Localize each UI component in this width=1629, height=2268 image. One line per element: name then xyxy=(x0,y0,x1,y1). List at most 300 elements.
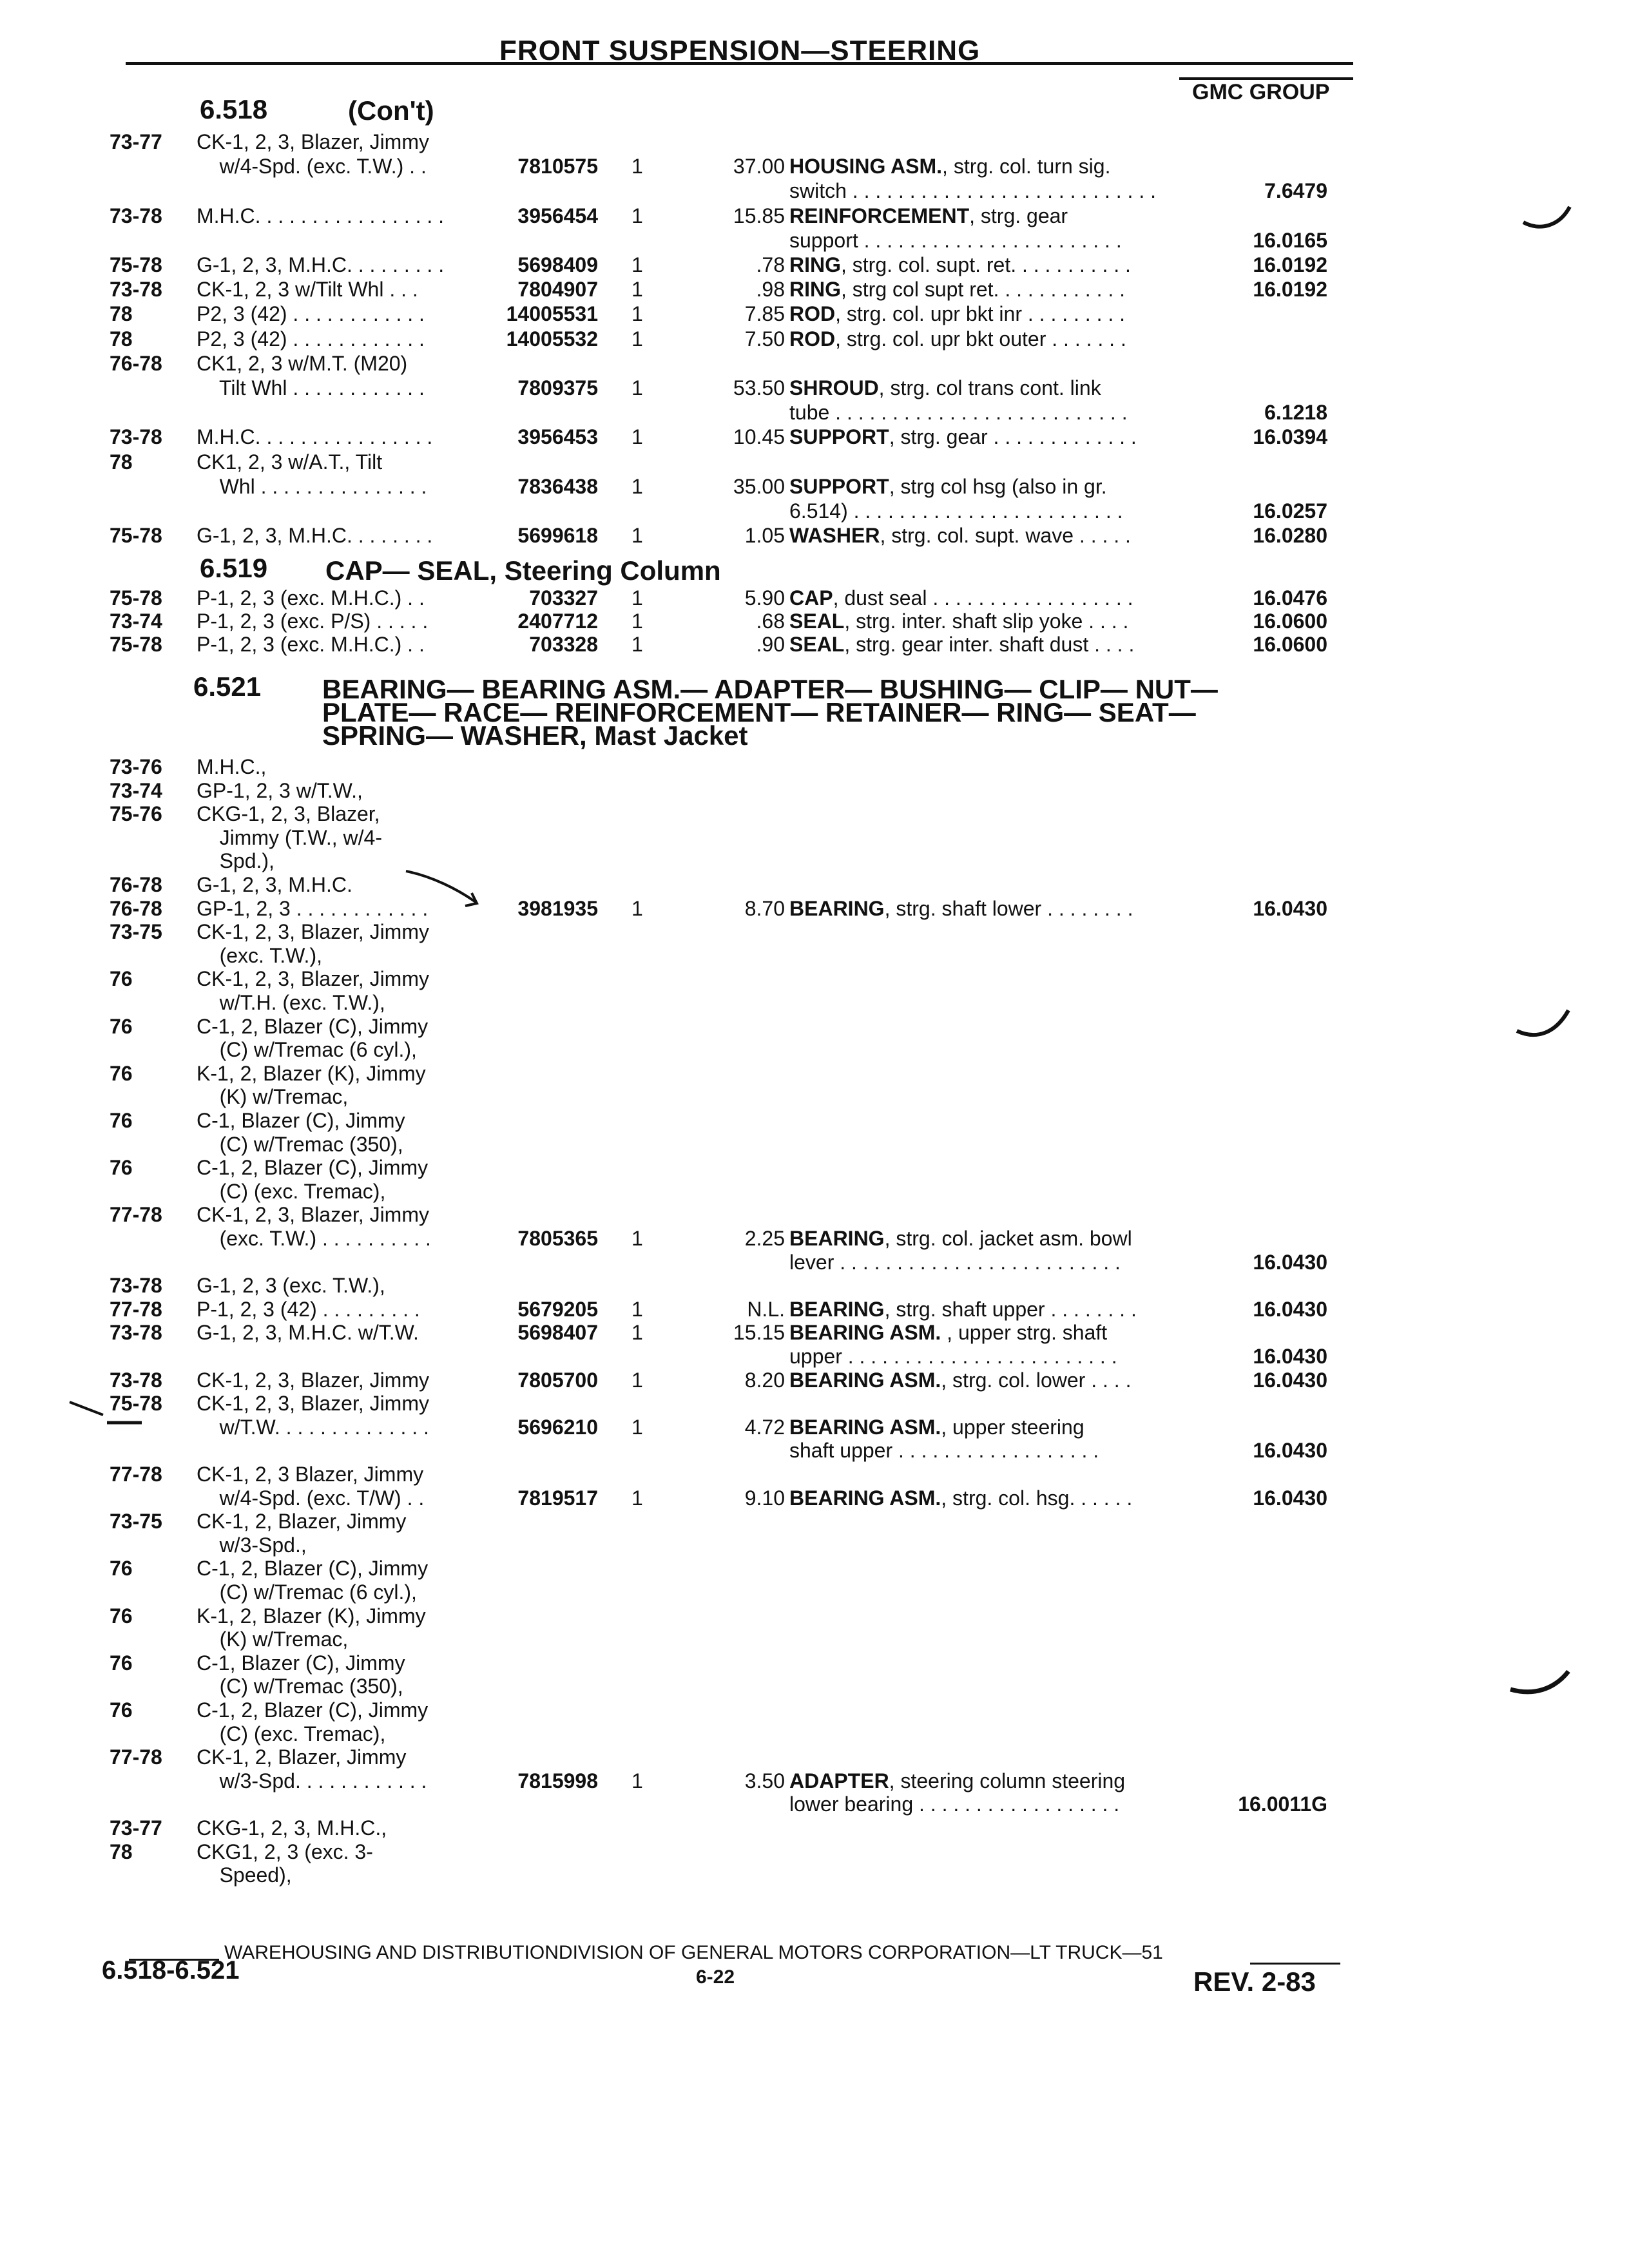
binder-hole-mark-1 xyxy=(1521,203,1572,235)
description xyxy=(789,475,1107,498)
quantity: 1 xyxy=(631,1415,643,1439)
description-detail: lever . . . . . . . . . . . . . . . . . . . . . . . . . xyxy=(789,1250,1121,1274)
parts-row xyxy=(0,1745,1629,1769)
description xyxy=(789,179,1156,202)
parts-row xyxy=(0,873,1629,896)
price: 7.50 xyxy=(744,327,785,351)
quantity: 1 xyxy=(631,376,643,399)
application: M.H.C., xyxy=(197,755,267,778)
description-name: SUPPORT xyxy=(789,474,889,498)
application: G-1, 2, 3, M.H.C. w/T.W. xyxy=(197,1321,419,1345)
parts-row xyxy=(0,1628,1629,1651)
parts-row xyxy=(0,1298,1629,1321)
model-years: 77-78 xyxy=(110,1297,162,1321)
part-number: 3956453 xyxy=(517,425,598,449)
application: CK-1, 2, 3, Blazer, Jimmy xyxy=(197,130,429,153)
description-name: RING xyxy=(789,253,841,276)
description xyxy=(789,1769,1125,1792)
group-number: 16.0430 xyxy=(1253,1345,1327,1368)
group-number: 16.0476 xyxy=(1253,586,1327,610)
model-years: 73-78 xyxy=(110,1368,162,1392)
parts-row xyxy=(0,253,1629,276)
group-number: 16.0600 xyxy=(1253,633,1327,656)
description-detail: , strg. inter. shaft slip yoke . . . . xyxy=(844,610,1129,633)
description xyxy=(789,897,1133,920)
parts-row xyxy=(0,1863,1629,1887)
quantity: 1 xyxy=(631,425,643,449)
group-number: 16.0011G xyxy=(1238,1792,1327,1816)
part-number: 5698407 xyxy=(517,1321,598,1345)
price: .98 xyxy=(756,278,785,302)
group-number: 6.1218 xyxy=(1264,401,1327,425)
parts-row xyxy=(0,1651,1629,1675)
application: P2, 3 (42) . . . . . . . . . . . . xyxy=(197,327,425,351)
description xyxy=(789,1792,1119,1816)
application: G-1, 2, 3, M.H.C. . . . . . . . xyxy=(197,524,433,548)
group-number: 16.0430 xyxy=(1253,896,1327,920)
description-name: REINFORCEMENT xyxy=(789,204,970,227)
description xyxy=(789,376,1101,399)
group-number: 16.0430 xyxy=(1253,1297,1327,1321)
parts-row xyxy=(0,967,1629,990)
parts-row xyxy=(0,1109,1629,1132)
parts-row xyxy=(0,1439,1629,1462)
parts-row xyxy=(0,1251,1629,1274)
description xyxy=(789,524,1131,547)
application: Speed), xyxy=(197,1863,292,1887)
description-detail: , strg. col. upr bkt outer . . . . . . . xyxy=(835,327,1126,351)
description-detail: , strg. col. turn sig. xyxy=(942,155,1111,178)
group-number: 16.0192 xyxy=(1253,278,1327,302)
group-number: 16.0430 xyxy=(1253,1368,1327,1392)
description-detail: , strg. gear . . . . . . . . . . . . . xyxy=(889,425,1137,449)
footer-rule-right xyxy=(1250,1963,1340,1965)
part-number: 7804907 xyxy=(517,278,598,302)
application: (C) w/Tremac (6 cyl.), xyxy=(197,1038,417,1062)
description xyxy=(789,1321,1107,1344)
parts-row xyxy=(0,610,1629,633)
description xyxy=(789,1298,1137,1321)
parts-row xyxy=(0,1369,1629,1392)
description-detail: , strg. col. upr bkt inr . . . . . . . . . xyxy=(835,302,1126,326)
description-detail: , strg. col. hsg. . . . . . xyxy=(941,1486,1133,1510)
description-detail: shaft upper . . . . . . . . . . . . . . . . . . xyxy=(789,1439,1099,1463)
parts-row xyxy=(0,1816,1629,1840)
quantity: 1 xyxy=(631,327,643,351)
application: CK-1, 2, 3, Blazer, Jimmy xyxy=(197,1203,429,1227)
quantity: 1 xyxy=(631,204,643,227)
price: 10.45 xyxy=(733,425,785,449)
application: K-1, 2, Blazer (K), Jimmy xyxy=(197,1604,426,1628)
description xyxy=(789,253,1131,276)
quantity: 1 xyxy=(631,1486,643,1510)
model-years: 76 xyxy=(110,1014,133,1038)
parts-row xyxy=(0,1769,1629,1792)
footer-revision: REV. 2-83 xyxy=(1193,1966,1316,1997)
description-detail: , upper strg. shaft xyxy=(941,1321,1108,1345)
footer-page-number: 6-22 xyxy=(696,1966,735,1988)
quantity: 1 xyxy=(631,1321,643,1345)
description xyxy=(789,1369,1131,1392)
model-years: 73-77 xyxy=(110,1816,162,1840)
description-name: ROD xyxy=(789,327,836,351)
parts-row xyxy=(0,991,1629,1014)
application: (C) w/Tremac (6 cyl.), xyxy=(197,1581,417,1604)
quantity: 1 xyxy=(631,302,643,326)
price: .78 xyxy=(756,253,785,276)
description-name: BEARING ASM. xyxy=(789,1415,941,1439)
price: 5.90 xyxy=(744,586,785,610)
group-number: 16.0192 xyxy=(1253,253,1327,276)
quantity: 1 xyxy=(631,586,643,610)
quantity: 1 xyxy=(631,633,643,656)
model-years: 76 xyxy=(110,1651,133,1675)
description xyxy=(789,586,1133,610)
description-detail: , strg. shaft upper . . . . . . . . xyxy=(884,1297,1137,1321)
description xyxy=(789,1345,1117,1368)
description xyxy=(789,425,1137,448)
parts-row xyxy=(0,1015,1629,1038)
binder-hole-mark-3 xyxy=(1508,1662,1572,1701)
application: CK-1, 2, Blazer, Jimmy xyxy=(197,1510,407,1533)
description-detail: switch . . . . . . . . . . . . . . . . . . . . . . . . . . . xyxy=(789,179,1156,203)
price: 4.72 xyxy=(744,1415,785,1439)
model-years: 76 xyxy=(110,1557,133,1581)
description-name: ADAPTER xyxy=(789,1769,889,1792)
description xyxy=(789,1416,1084,1439)
quantity: 1 xyxy=(631,896,643,920)
parts-row xyxy=(0,401,1629,424)
application: CK-1, 2, 3, Blazer, Jimmy xyxy=(197,920,429,944)
parts-row xyxy=(0,1203,1629,1226)
application: P-1, 2, 3 (42) . . . . . . . . . xyxy=(197,1297,420,1321)
parts-row xyxy=(0,278,1629,301)
parts-row xyxy=(0,229,1629,252)
parts-row xyxy=(0,327,1629,351)
application: GP-1, 2, 3 w/T.W., xyxy=(197,778,363,802)
parts-row xyxy=(0,1510,1629,1533)
parts-row xyxy=(0,1180,1629,1203)
parts-row xyxy=(0,1722,1629,1745)
part-number: 3956454 xyxy=(517,204,598,227)
model-years: 73-75 xyxy=(110,920,162,944)
model-years: 75-78 xyxy=(110,1392,162,1416)
quantity: 1 xyxy=(631,1297,643,1321)
price: 8.20 xyxy=(744,1368,785,1392)
model-years: 75-78 xyxy=(110,524,162,548)
price: 8.70 xyxy=(744,896,785,920)
parts-row xyxy=(0,586,1629,610)
section-518-number: 6.518 xyxy=(200,94,268,124)
model-years: 78 xyxy=(110,302,133,326)
parts-row xyxy=(0,1840,1629,1863)
parts-row xyxy=(0,130,1629,153)
footer-division: WAREHOUSING AND DISTRIBUTIONDIVISION OF GENERAL MOTORS CORPORATION—LT TRUCK—51 xyxy=(224,1942,1163,1963)
part-number: 7815998 xyxy=(517,1769,598,1792)
description-name: RING xyxy=(789,278,841,302)
description-detail: , strg. gear inter. shaft dust . . . . xyxy=(844,633,1135,656)
part-number: 5679205 xyxy=(517,1297,598,1321)
price: 2.25 xyxy=(744,1227,785,1250)
description-name: SHROUD xyxy=(789,376,879,399)
part-number: 14005532 xyxy=(506,327,598,351)
group-number: 16.0165 xyxy=(1253,228,1327,252)
parts-row xyxy=(0,1416,1629,1439)
binder-hole-mark-2 xyxy=(1514,1005,1572,1044)
parts-row xyxy=(0,204,1629,227)
group-label: GMC GROUP xyxy=(1192,80,1330,104)
description-detail: , strg col hsg (also in gr. xyxy=(889,474,1107,498)
model-years: 73-74 xyxy=(110,610,162,633)
application: (exc. T.W.) . . . . . . . . . . xyxy=(197,1227,431,1250)
description-detail: , strg. col. jacket asm. bowl xyxy=(884,1227,1132,1250)
application: CKG-1, 2, 3, Blazer, xyxy=(197,802,380,826)
parts-row xyxy=(0,1227,1629,1250)
page-title: FRONT SUSPENSION—STEERING xyxy=(499,35,981,66)
description-name: WASHER xyxy=(789,524,880,548)
model-years: 75-78 xyxy=(110,586,162,610)
quantity: 1 xyxy=(631,524,643,548)
group-number: 16.0430 xyxy=(1253,1439,1327,1463)
application: G-1, 2, 3, M.H.C. . . . . . . . . xyxy=(197,253,445,276)
model-years: 76 xyxy=(110,1156,133,1180)
quantity: 1 xyxy=(631,253,643,276)
application: (C) w/Tremac (350), xyxy=(197,1132,403,1156)
parts-row xyxy=(0,1133,1629,1156)
parts-row xyxy=(0,1156,1629,1179)
parts-row xyxy=(0,1085,1629,1108)
description-detail: , steering column steering xyxy=(889,1769,1126,1792)
application: (C) (exc. Tremac), xyxy=(197,1179,386,1203)
group-number: 7.6479 xyxy=(1264,179,1327,203)
part-number: 703327 xyxy=(529,586,598,610)
application: G-1, 2, 3 (exc. T.W.), xyxy=(197,1274,385,1298)
parts-row xyxy=(0,633,1629,656)
part-number: 7819517 xyxy=(517,1486,598,1510)
application: C-1, 2, Blazer (C), Jimmy xyxy=(197,1014,429,1038)
description xyxy=(789,610,1128,633)
parts-row xyxy=(0,1675,1629,1698)
application: M.H.C. . . . . . . . . . . . . . . . . xyxy=(197,204,445,227)
model-years: 76 xyxy=(110,1109,133,1132)
description-name: ROD xyxy=(789,302,836,326)
model-years: 76 xyxy=(110,967,133,991)
price: 15.85 xyxy=(733,204,785,227)
description xyxy=(789,401,1128,424)
parts-row xyxy=(0,499,1629,523)
price: 7.85 xyxy=(744,302,785,326)
parts-row xyxy=(0,1392,1629,1415)
description-detail: lower bearing . . . . . . . . . . . . . . . . . . xyxy=(789,1792,1120,1816)
parts-row xyxy=(0,802,1629,825)
part-number: 14005531 xyxy=(506,302,598,326)
application: w/3-Spd. . . . . . . . . . . . xyxy=(197,1769,427,1792)
description-name: BEARING xyxy=(789,1227,885,1250)
quantity: 1 xyxy=(631,278,643,302)
description-name: BEARING ASM. xyxy=(789,1368,941,1392)
price: 1.05 xyxy=(744,524,785,548)
parts-row xyxy=(0,849,1629,872)
application: CK-1, 2, 3 Blazer, Jimmy xyxy=(197,1463,424,1486)
description-detail: , strg. col trans cont. link xyxy=(878,376,1101,399)
description xyxy=(789,327,1126,351)
description-detail: , strg. col. lower . . . . xyxy=(941,1368,1132,1392)
part-number: 3981935 xyxy=(517,896,598,920)
part-number: 2407712 xyxy=(517,610,598,633)
parts-row xyxy=(0,352,1629,375)
application: CKG-1, 2, 3, M.H.C., xyxy=(197,1816,387,1840)
description xyxy=(789,302,1125,325)
model-years: 78 xyxy=(110,327,133,351)
parts-row xyxy=(0,944,1629,967)
parts-row xyxy=(0,1274,1629,1297)
description-name: BEARING ASM. xyxy=(789,1321,941,1345)
section-521-title-line1: BEARING— BEARING ASM.— ADAPTER— BUSHING— CLIP— NUT— xyxy=(322,674,1218,704)
price: .68 xyxy=(756,610,785,633)
description-detail: , strg. col. supt. ret. . . . . . . . . . . xyxy=(841,253,1131,276)
part-number: 5696210 xyxy=(517,1415,598,1439)
application: C-1, 2, Blazer (C), Jimmy xyxy=(197,1557,429,1581)
pen-tick-mark xyxy=(64,1397,142,1436)
parts-row xyxy=(0,179,1629,202)
model-years: 75-78 xyxy=(110,253,162,276)
application: CK-1, 2, 3, Blazer, Jimmy xyxy=(197,967,429,991)
parts-row xyxy=(0,1321,1629,1344)
part-number: 7805700 xyxy=(517,1368,598,1392)
pen-arrow-mark xyxy=(400,863,483,915)
price: 15.15 xyxy=(733,1321,785,1345)
application: C-1, Blazer (C), Jimmy xyxy=(197,1109,405,1132)
footer-range: 6.518-6.521 xyxy=(102,1956,240,1984)
model-years: 73-77 xyxy=(110,130,162,153)
description-name: CAP xyxy=(789,586,833,610)
application: K-1, 2, Blazer (K), Jimmy xyxy=(197,1061,426,1085)
application: M.H.C. . . . . . . . . . . . . . . . xyxy=(197,425,433,449)
group-number: 16.0600 xyxy=(1253,610,1327,633)
application: (C) w/Tremac (350), xyxy=(197,1675,403,1698)
application: P-1, 2, 3 (exc. M.H.C.) . . xyxy=(197,633,425,656)
model-years: 73-75 xyxy=(110,1510,162,1533)
section-521-title-line2: PLATE— RACE— REINFORCEMENT— RETAINER— RING— SEAT— xyxy=(322,697,1196,727)
model-years: 73-78 xyxy=(110,1274,162,1298)
section-521-title-line3: SPRING— WASHER, Mast Jacket xyxy=(322,720,748,751)
parts-row xyxy=(0,1463,1629,1486)
price: 35.00 xyxy=(733,474,785,498)
parts-row xyxy=(0,897,1629,920)
description-name: BEARING xyxy=(789,896,885,920)
group-number: 16.0280 xyxy=(1253,524,1327,548)
group-number: 16.0430 xyxy=(1253,1486,1327,1510)
model-years: 73-78 xyxy=(110,1321,162,1345)
part-number: 7836438 xyxy=(517,474,598,498)
application: CK1, 2, 3 w/A.T., Tilt xyxy=(197,450,383,474)
description xyxy=(789,1251,1121,1274)
description-detail: , strg. col. supt. wave . . . . . xyxy=(880,524,1131,548)
application: CK-1, 2, 3, Blazer, Jimmy xyxy=(197,1368,429,1392)
parts-row xyxy=(0,155,1629,178)
description xyxy=(789,1227,1132,1250)
application: P-1, 2, 3 (exc. M.H.C.) . . xyxy=(197,586,425,610)
section-518-title: (Con't) xyxy=(348,95,434,126)
description xyxy=(789,204,1068,227)
application: w/3-Spd., xyxy=(197,1533,307,1557)
model-years: 75-76 xyxy=(110,802,162,826)
description xyxy=(789,155,1110,178)
parts-row xyxy=(0,1062,1629,1085)
section-519-number: 6.519 xyxy=(200,553,268,583)
parts-row xyxy=(0,1038,1629,1061)
application: Whl . . . . . . . . . . . . . . . xyxy=(197,474,427,498)
description-detail: 6.514) . . . . . . . . . . . . . . . . . . . . . . . . xyxy=(789,499,1123,523)
part-number: 703328 xyxy=(529,633,598,656)
parts-row xyxy=(0,1557,1629,1580)
model-years: 73-76 xyxy=(110,755,162,778)
group-number: 16.0430 xyxy=(1253,1250,1327,1274)
parts-row xyxy=(0,1486,1629,1510)
model-years: 73-74 xyxy=(110,778,162,802)
model-years: 73-78 xyxy=(110,204,162,227)
application: Tilt Whl . . . . . . . . . . . . xyxy=(197,376,425,399)
application: CKG1, 2, 3 (exc. 3- xyxy=(197,1840,373,1863)
price: 37.00 xyxy=(733,155,785,178)
description-name: SEAL xyxy=(789,633,845,656)
application: (K) w/Tremac, xyxy=(197,1628,349,1651)
description xyxy=(789,278,1125,301)
parts-row xyxy=(0,826,1629,849)
description xyxy=(789,229,1122,252)
application: C-1, 2, Blazer (C), Jimmy xyxy=(197,1156,429,1180)
application: P2, 3 (42) . . . . . . . . . . . . xyxy=(197,302,425,326)
description-detail: support . . . . . . . . . . . . . . . . . . . . . . . xyxy=(789,228,1122,252)
description-name: HOUSING ASM. xyxy=(789,155,943,178)
model-years: 76-78 xyxy=(110,873,162,896)
price: N.L. xyxy=(747,1297,785,1321)
model-years: 78 xyxy=(110,450,133,474)
description-detail: , upper steering xyxy=(941,1415,1084,1439)
application: w/T.W. . . . . . . . . . . . . . xyxy=(197,1415,429,1439)
part-number: 7809375 xyxy=(517,376,598,399)
application: (exc. T.W.), xyxy=(197,943,322,967)
part-number: 5698409 xyxy=(517,253,598,276)
application: w/4-Spd. (exc. T.W.) . . xyxy=(197,155,427,178)
model-years: 75-78 xyxy=(110,633,162,656)
parts-row xyxy=(0,475,1629,498)
section-519-title: CAP— SEAL, Steering Column xyxy=(325,555,721,586)
parts-row xyxy=(0,450,1629,474)
application: P-1, 2, 3 (exc. P/S) . . . . . xyxy=(197,610,429,633)
model-years: 77-78 xyxy=(110,1745,162,1769)
quantity: 1 xyxy=(631,1368,643,1392)
application: CK-1, 2, 3 w/Tilt Whl . . . xyxy=(197,278,418,302)
application: (C) (exc. Tremac), xyxy=(197,1722,386,1745)
application: CK-1, 2, Blazer, Jimmy xyxy=(197,1745,407,1769)
model-years: 77-78 xyxy=(110,1463,162,1486)
parts-row xyxy=(0,755,1629,778)
parts-row xyxy=(0,1345,1629,1368)
price: 3.50 xyxy=(744,1769,785,1792)
application: C-1, Blazer (C), Jimmy xyxy=(197,1651,405,1675)
model-years: 77-78 xyxy=(110,1203,162,1227)
description-detail: , strg. shaft lower . . . . . . . . xyxy=(884,896,1133,920)
parts-row xyxy=(0,376,1629,399)
application: CK1, 2, 3 w/M.T. (M20) xyxy=(197,351,408,375)
application: C-1, 2, Blazer (C), Jimmy xyxy=(197,1698,429,1722)
description-name: BEARING xyxy=(789,1297,885,1321)
application: G-1, 2, 3, M.H.C. xyxy=(197,873,352,896)
description xyxy=(789,1439,1099,1462)
part-number: 5699618 xyxy=(517,524,598,548)
group-number: 16.0394 xyxy=(1253,425,1327,449)
